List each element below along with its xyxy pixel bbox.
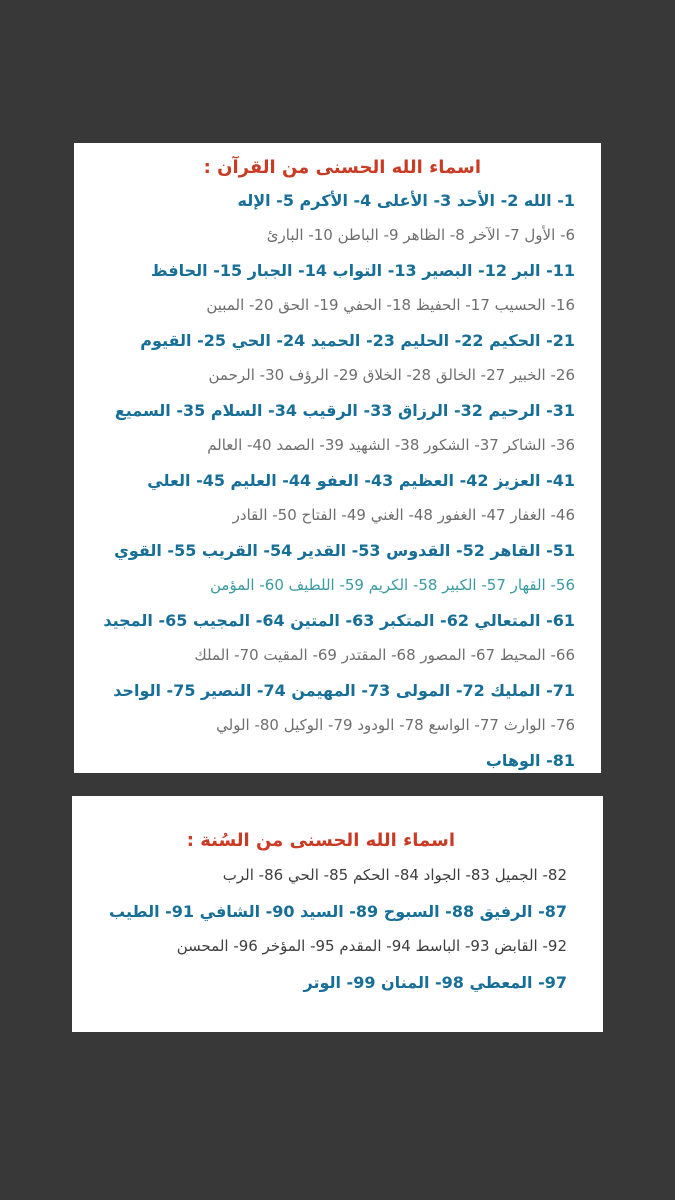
sunnah-section-title: اسماء الله الحسنى من السُنة : [186, 830, 455, 851]
sunnah-names-row: 97- المعطي 98- المنان 99- الوتر [303, 972, 567, 992]
quran-names-row: 66- المحيط 67- المصور 68- المقتدر 69- المقيت 70- الملك [194, 646, 575, 664]
quran-names-row: 31- الرحيم 32- الرزاق 33- الرقيب 34- السلام 35- السميع [114, 401, 575, 420]
sunnah-names-row: 82- الجميل 83- الجواد 84- الحكم 85- الحي 86- الرب [222, 866, 567, 884]
quran-names-row: 81- الوهاب [485, 751, 575, 770]
quran-names-row: 71- المليك 72- المولى 73- المهيمن 74- النصير 75- الواحد [113, 681, 575, 700]
quran-names-row: 36- الشاكر 37- الشكور 38- الشهيد 39- الصمد 40- العالم [207, 436, 575, 454]
sunnah-names-row: 87- الرفيق 88- السبوح 89- السيد 90- الشافي 91- الطيب [109, 901, 567, 921]
quran-names-row: 21- الحكيم 22- الحليم 23- الحميد 24- الحي 25- القيوم [140, 331, 575, 350]
quran-names-row: 6- الأول 7- الآخر 8- الظاهر 9- الباطن 10- البارئ [266, 226, 575, 244]
quran-names-row: 56- القهار 57- الكبير 58- الكريم 59- اللطيف 60- المؤمن [209, 576, 575, 594]
quran-section-title: اسماء الله الحسنى من القرآن : [203, 157, 481, 178]
sunnah-names-row: 92- القابض 93- الباسط 94- المقدم 95- المؤخر 96- المحسن [176, 937, 567, 955]
quran-names-card [74, 143, 601, 773]
sunnah-names-card [72, 796, 603, 1032]
quran-names-row: 46- الغفار 47- الغفور 48- الغني 49- الفتاح 50- القادر [232, 506, 575, 524]
quran-names-row: 76- الوارث 77- الواسع 78- الودود 79- الوكيل 80- الولي [216, 716, 575, 734]
quran-names-row: 41- العزيز 42- العظيم 43- العفو 44- العليم 45- العلي [147, 471, 575, 490]
quran-names-row: 1- الله 2- الأحد 3- الأعلى 4- الأكرم 5- الإله [237, 191, 575, 210]
quran-names-row: 51- القاهر 52- القدوس 53- القدير 54- القريب 55- القوي [114, 541, 575, 560]
sunnah-names-list [86, 858, 567, 1000]
quran-names-row: 16- الحسيب 17- الحفيظ 18- الحفي 19- الحق 20- المبين [206, 296, 575, 314]
quran-names-row: 11- البر 12- البصير 13- التواب 14- الجبار 15- الحافظ [151, 261, 575, 280]
quran-names-list [88, 183, 575, 778]
quran-names-row: 61- المتعالي 62- المتكبر 63- المتين 64- المجيب 65- المجيد [103, 611, 575, 630]
quran-names-row: 26- الخبير 27- الخالق 28- الخلاق 29- الرؤف 30- الرحمن [208, 366, 575, 384]
